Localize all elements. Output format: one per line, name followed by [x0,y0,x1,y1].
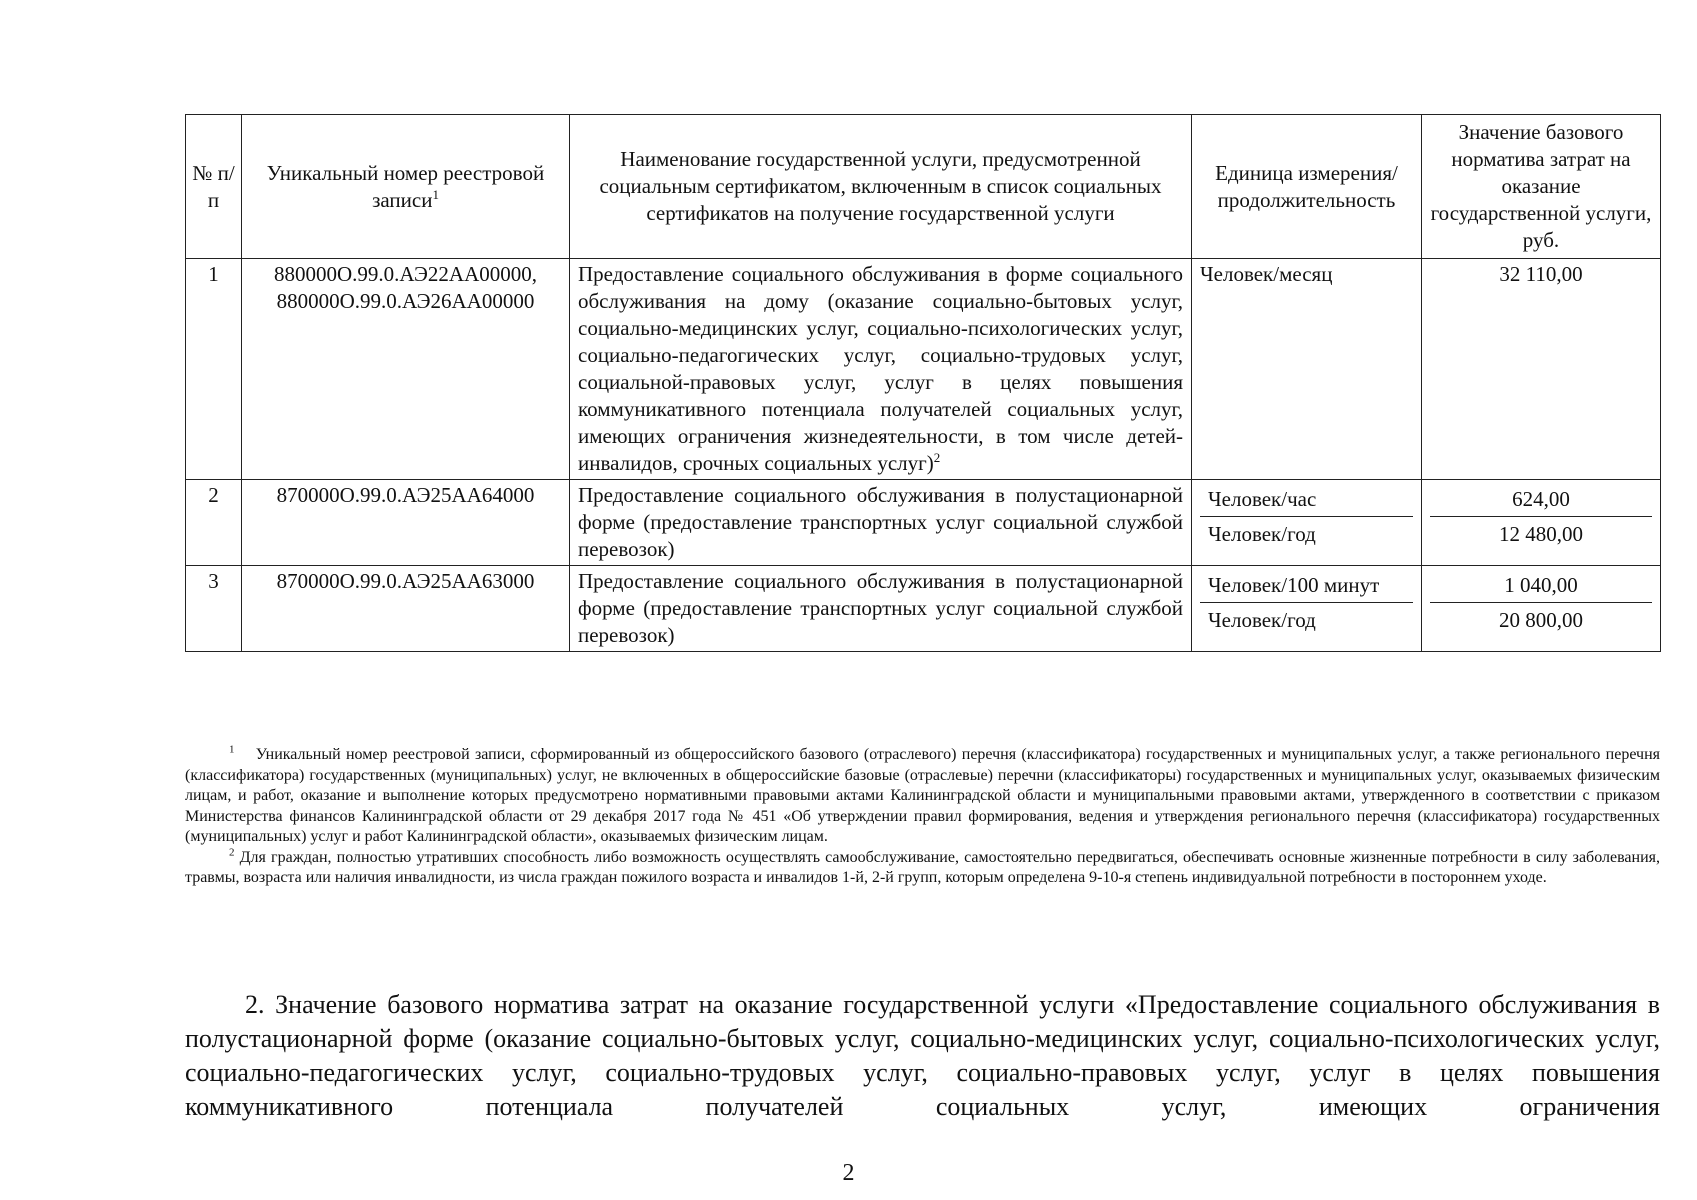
header-code: Уникальный номер реестровой записи$^1$ [242,115,570,259]
row-value: 32 110,00 [1422,259,1661,480]
row-value: 12 480,00 [1430,516,1652,551]
row-num: 2 [186,480,242,566]
row-unit: Человек/год [1200,516,1413,551]
table-header-row [186,115,1661,259]
row-code: 870000О.99.0.АЭ25АА64000 [242,480,570,566]
footnote-1: $^1$ Уникальный номер реестровой записи, сформированный из общероссийского базового (отраслевого) перечня (классификатора) государственных и муниципальных услуг, а также регионального перечня (классификатора) государственных (муниципальных) услуг, не включенных в общероссийские базовые (отраслевые) перечни (классификаторы) государственных и муниципальных услуг, оказываемых физическим лицам, и работ, оказание и выполнение которых предусмотрено нормативными правовыми актами Калининградской области и муниципальными правовыми актами, утвержденного в соответствии с приказом Министерства финансов Калининградской области от 29 декабря 2017 года № 451 «Об утверждении правил формирования, ведения и утверждения регионального перечня (классификатора) государственных (муниципальных) услуг и работ Калининградской области», оказываемых физическим лицам. [185,743,1661,845]
row-values [1422,566,1661,652]
row-units [1192,480,1422,566]
row-unit: Человек/час [1208,487,1317,511]
footnote-ref-1: 1 [432,186,439,202]
body-paragraph: 2. Значение базового норматива затрат на оказание государственной услуги «Предоставление социального обслуживания в полустационарной форме (оказание социально-бытовых услуг, социально-медицинских услуг, социально-психологических услуг, социально-педагогических услуг, социально-трудовых услуг, социально-правовых услуг, услуг в целях повышения коммуникативного потенциала получателей социальных услуг, имеющих ограничения [185,990,1660,1121]
table-row [186,259,1661,480]
row-value: 624,00 [1512,487,1570,511]
row-service-name: Предоставление социального обслуживания в полустационарной форме (предоставление транспортных услуг социальной службой перевозок) [570,566,1192,652]
row-service-name: Предоставление социального обслуживания в форме социального обслуживания на дому (оказание социально-бытовых услуг, социально-медицинских услуг, социально-психологических услуг, социально-педагогических услуг, социально-трудовых услуг, социальной-правовых услуг, услуг в целях повышения коммуникативного потенциала получателей социальных услуг, имеющих ограничения жизнедеятельности, в том числе детей-инвалидов, срочных социальных услуг)$^2$ [570,259,1192,480]
row-code: 880000О.99.0.АЭ22АА00000, 880000О.99.0.АЭ26АА00000 [242,259,570,480]
row-values [1422,480,1661,566]
service-cost-table [185,114,1661,652]
header-name: Наименование государственной услуги, предусмотренной социальным сертификатом, включенным в список социальных сертификатов на получение государственной услуги [570,115,1192,259]
footnotes [185,745,1660,889]
row-unit: Человек/100 минут [1208,573,1380,597]
row-unit: Человек/год [1200,602,1413,637]
row-value: 20 800,00 [1430,602,1652,637]
table-row [186,566,1661,652]
row-code: 870000О.99.0.АЭ25АА63000 [242,566,570,652]
header-num: № п/п [186,115,242,259]
row-value: 1 040,00 [1504,573,1578,597]
footnote-mark: 1 [229,743,235,756]
row-num: 1 [186,259,242,480]
row-unit: Человек/месяц [1192,259,1422,480]
header-unit: Единица измерения/ продолжительность [1192,115,1422,259]
row-service-name: Предоставление социального обслуживания в полустационарной форме (предоставление транспортных услуг социальной службой перевозок) [570,480,1192,566]
footnote-mark: 2 [229,846,235,859]
page-number: 2 [842,1160,855,1186]
row-num: 3 [186,566,242,652]
footnote-2: $^2$ Для граждан, полностью утративших способность либо возможность осуществлять самообслуживание, самостоятельно передвигаться, обеспечивать основные жизненные потребности в силу заболевания, травмы, возраста или наличия инвалидности, из числа граждан пожилого возраста и инвалидов 1-й, 2-й групп, которым определена 9-10-я степень индивидуальной потребности в постороннем уходе. [185,846,1661,886]
header-value: Значение базового норматива затрат на оказание государственной услуги, руб. [1422,115,1661,259]
row-units [1192,566,1422,652]
table-row [186,480,1661,566]
footnote-ref-2: 2 [933,450,941,465]
